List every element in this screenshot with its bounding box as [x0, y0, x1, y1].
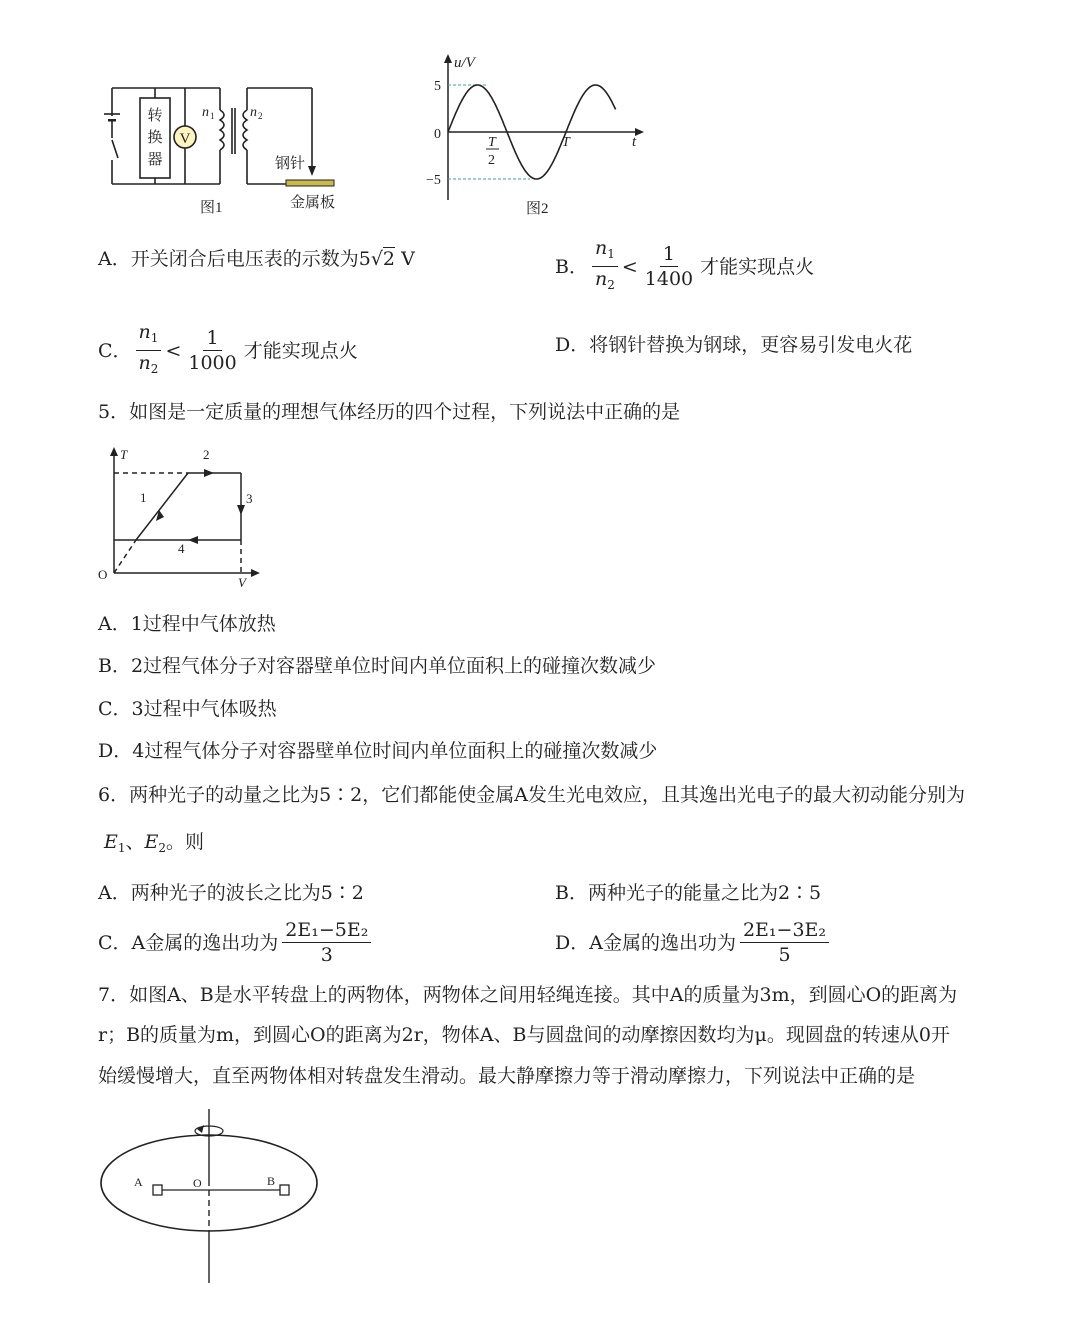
block-b-label: B	[267, 1174, 276, 1188]
block-b	[280, 1185, 289, 1195]
process-4-label: 4	[178, 541, 185, 556]
x-axis-label: t	[632, 134, 637, 150]
switch-icon	[108, 138, 118, 160]
q4-option-a[interactable]	[98, 247, 415, 271]
center-o-label: O	[193, 1176, 202, 1190]
q6-option-d-label: D．A金属的逸出功为	[555, 931, 736, 954]
figure-1-circuit	[100, 80, 360, 220]
y-tick-max: 5	[434, 79, 441, 94]
q4-option-c-label: C．	[98, 339, 132, 362]
q6-option-d-fraction: $\frac{\text{2E₁−3E₂}}{5}$	[740, 918, 829, 967]
q4-option-c-ratio: $\frac{n_1}{n_2}$	[136, 320, 162, 381]
q4-option-c-fraction: $\frac{1}{1000}$	[188, 327, 237, 374]
sqrt-symbol: √	[370, 248, 383, 270]
q4-option-b-tail: 才能实现点火	[700, 255, 815, 278]
q4-option-c-tail: 才能实现点火	[243, 339, 358, 362]
q5-option-b[interactable]: B．2过程气体分子对容器壁单位时间内单位面积上的碰撞次数减少	[98, 655, 657, 677]
q7-stem-line1: 7．如图A、B是水平转盘上的两物体，两物体之间用轻绳连接。其中A的质量为3m，到圆心O的距离为	[98, 984, 958, 1006]
q6-stem-line2: $E_1$、$E_2$。则	[104, 831, 205, 855]
q4-option-a-unit: V	[401, 248, 415, 270]
converter-char-2: 换	[147, 130, 163, 146]
process-3-label: 3	[246, 491, 253, 506]
q6-option-a[interactable]: A．两种光子的波长之比为5∶2	[98, 882, 364, 904]
half-period-den: 2	[488, 153, 495, 168]
period-label: T	[562, 135, 570, 150]
q5-option-a[interactable]: A．1过程中气体放热	[98, 613, 276, 635]
x-axis-arrow-icon	[635, 128, 644, 136]
block-a	[153, 1185, 162, 1195]
q4-option-b-ratio: $\frac{n_1}{n_2}$	[592, 236, 618, 297]
process-2-label: 2	[203, 447, 210, 462]
q6-option-c-label: C．A金属的逸出功为	[98, 931, 279, 954]
n2-label: n	[250, 105, 257, 120]
voltmeter-label: V	[179, 131, 191, 147]
q4-option-c-lt: <	[165, 339, 182, 362]
q5-option-c[interactable]: C．3过程中气体吸热	[98, 698, 277, 720]
arrow-3-icon	[237, 505, 245, 515]
block-a-label: A	[134, 1175, 143, 1189]
arrow-2-icon	[204, 469, 214, 477]
needle-label: 钢针	[275, 156, 306, 172]
half-period-num: T	[488, 135, 496, 150]
q4-option-b-lt: <	[621, 255, 638, 278]
y-tick-min: −5	[426, 173, 441, 188]
converter-char-3: 器	[147, 152, 163, 168]
q7-stem-line2: r；B的质量为m，到圆心O的距离为2r，物体A、B与圆盘间的动摩擦因数均为μ。现圆盘的转速从0开	[98, 1024, 950, 1046]
t-axis-label: T	[120, 447, 128, 462]
q6-option-c[interactable]	[98, 918, 375, 967]
q4-option-d[interactable]: D．将钢针替换为钢球，更容易引发电火花	[555, 334, 913, 356]
q4-option-c[interactable]	[98, 320, 358, 381]
figure-2-caption: 图2	[526, 201, 549, 217]
figure-1-caption: 图1	[200, 200, 223, 216]
q5-option-d[interactable]: D．4过程气体分子对容器壁单位时间内单位面积上的碰撞次数减少	[98, 740, 658, 762]
q4-option-b-label: B．	[555, 255, 588, 278]
v-axis-label: V	[238, 575, 246, 590]
y-axis-arrow-icon	[444, 54, 452, 63]
origin-label: O	[98, 567, 108, 582]
y-axis-label: u/V	[454, 55, 475, 71]
q6-option-c-fraction: $\frac{\text{2E₁−5E₂}}{3}$	[282, 918, 371, 967]
needle-icon	[308, 166, 316, 176]
process-1-label: 1	[140, 490, 147, 505]
q4-option-b-fraction: $\frac{1}{1400}$	[644, 243, 694, 290]
origin-label: 0	[434, 127, 441, 142]
q4-option-b[interactable]	[555, 236, 814, 297]
q5-tv-diagram	[96, 445, 266, 590]
n2-sub: 2	[258, 111, 263, 121]
q6-option-b[interactable]: B．两种光子的能量之比为2∶5	[555, 882, 822, 904]
metal-plate-icon	[286, 180, 334, 186]
q4-option-a-text: A．开关闭合后电压表的示数为5	[98, 248, 371, 270]
q7-turntable-diagram	[96, 1105, 326, 1285]
plate-label: 金属板	[290, 195, 336, 211]
q4-option-a-sqrt: 2	[382, 248, 396, 270]
q7-stem-line3: 始缓慢增大，直至两物体相对转盘发生滑动。最大静摩擦力等于滑动摩擦力，下列说法中正确的是	[98, 1065, 916, 1087]
n1-sub: 1	[210, 111, 215, 121]
converter-char-1: 转	[147, 108, 163, 124]
n1-label: n	[202, 105, 209, 120]
figure-2-voltage-graph	[420, 50, 660, 220]
q6-stem: 6．两种光子的动量之比为5∶2，它们都能使金属A发生光电效应，且其逸出光电子的最大初动能分别为	[98, 784, 965, 806]
q5-stem: 5．如图是一定质量的理想气体经历的四个过程，下列说法中正确的是	[98, 401, 681, 423]
arrow-4-icon	[188, 536, 198, 544]
q6-option-d[interactable]	[555, 918, 833, 967]
